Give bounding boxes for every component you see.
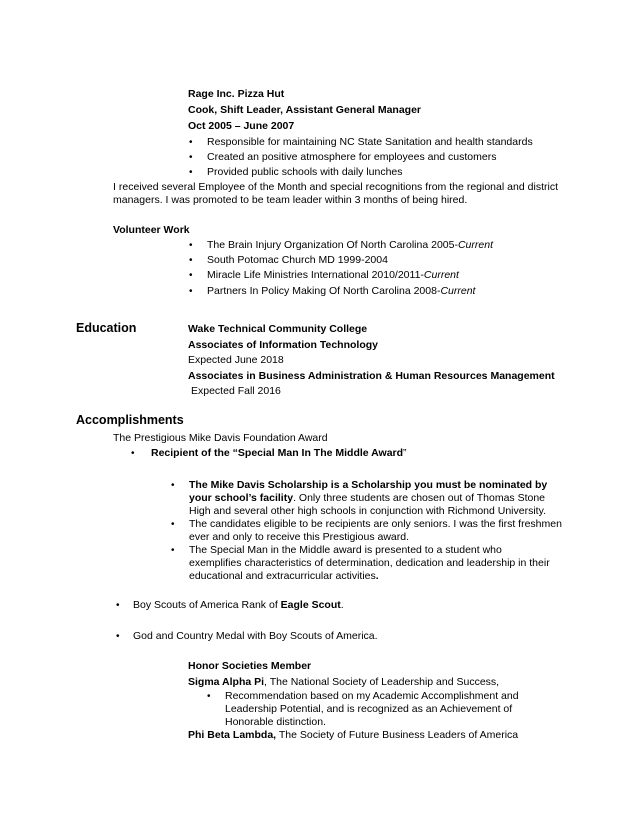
- accomplishments-heading: Accomplishments: [76, 413, 184, 427]
- honor-heading: Honor Societies Member: [188, 660, 312, 672]
- education-degree-date: Expected June 2018: [188, 354, 284, 366]
- award-detail: The candidates eligible to be recipients are only seniors. I was the first freshmen ever and only to receive this Prestigious award.: [189, 518, 562, 543]
- job-bullet: Provided public schools with daily lunches: [207, 166, 403, 178]
- education-degree-date: Expected Fall 2016: [191, 385, 281, 397]
- volunteer-item: Partners In Policy Making Of North Carolina 2008-Current: [207, 285, 476, 297]
- bullet-icon: •: [189, 167, 193, 178]
- job-bullet: Created an positive atmosphere for employees and customers: [207, 151, 497, 163]
- volunteer-item: The Brain Injury Organization Of North Carolina 2005-Current: [207, 239, 493, 251]
- bullet-icon: •: [116, 631, 120, 642]
- job-bullet: Responsible for maintaining NC State Sanitation and health standards: [207, 136, 533, 148]
- bullet-icon: •: [207, 691, 211, 702]
- award-name: The Prestigious Mike Davis Foundation Award: [113, 432, 328, 444]
- award-detail: The Mike Davis Scholarship is a Scholarship you must be nominated by your school’s facility. Only three students are chosen out of Thomas Stone High and several other high schools in conjunction with Richmond University.: [189, 479, 548, 517]
- volunteer-item: South Potomac Church MD 1999-2004: [207, 254, 388, 266]
- scouts-rank: Boy Scouts of America Rank of Eagle Scout.: [133, 599, 344, 611]
- award-recipient: Recipient of the “Special Man In The Middle Award”: [151, 447, 407, 459]
- bullet-icon: •: [189, 137, 193, 148]
- bullet-icon: •: [189, 270, 193, 281]
- bullet-icon: •: [189, 240, 193, 251]
- education-school: Wake Technical Community College: [188, 323, 368, 335]
- bullet-icon: •: [116, 600, 120, 611]
- honor-sigma-detail: Recommendation based on my Academic Accomplishment and Leadership Potential, and is recognized as an Achievement of Honorable distinction.: [225, 690, 519, 728]
- bullet-icon: •: [171, 545, 175, 556]
- volunteer-item: Miracle Life Ministries International 2010/2011-Current: [207, 269, 459, 281]
- job-title: Cook, Shift Leader, Assistant General Manager: [188, 104, 422, 116]
- education-degree: Associates of Information Technology: [188, 339, 378, 351]
- bullet-icon: •: [189, 286, 193, 297]
- bullet-icon: •: [171, 519, 175, 530]
- education-degree: Associates in Business Administration & Human Resources Management: [188, 370, 555, 382]
- bullet-icon: •: [189, 255, 193, 266]
- bullet-icon: •: [189, 152, 193, 163]
- education-heading: Education: [76, 321, 137, 335]
- volunteer-heading: Volunteer Work: [113, 224, 190, 236]
- job-summary: I received several Employee of the Month and special recognitions from the regional and district managers. I was promoted to be team leader within 3 months of being hired.: [113, 181, 558, 206]
- scouts-medal: God and Country Medal with Boy Scouts of America.: [133, 630, 378, 642]
- job-company: Rage Inc. Pizza Hut: [188, 88, 285, 100]
- bullet-icon: •: [171, 480, 175, 491]
- honor-sigma: Sigma Alpha Pi, The National Society of Leadership and Success,: [188, 676, 500, 688]
- honor-phi: Phi Beta Lambda, The Society of Future Business Leaders of America: [188, 729, 519, 741]
- award-detail: The Special Man in the Middle award is presented to a student who exemplifies characteristics of determination, dedication and leadership in their educational and extracurricular activities.: [189, 544, 550, 582]
- bullet-icon: •: [131, 448, 135, 459]
- job-dates: Oct 2005 – June 2007: [188, 120, 295, 132]
